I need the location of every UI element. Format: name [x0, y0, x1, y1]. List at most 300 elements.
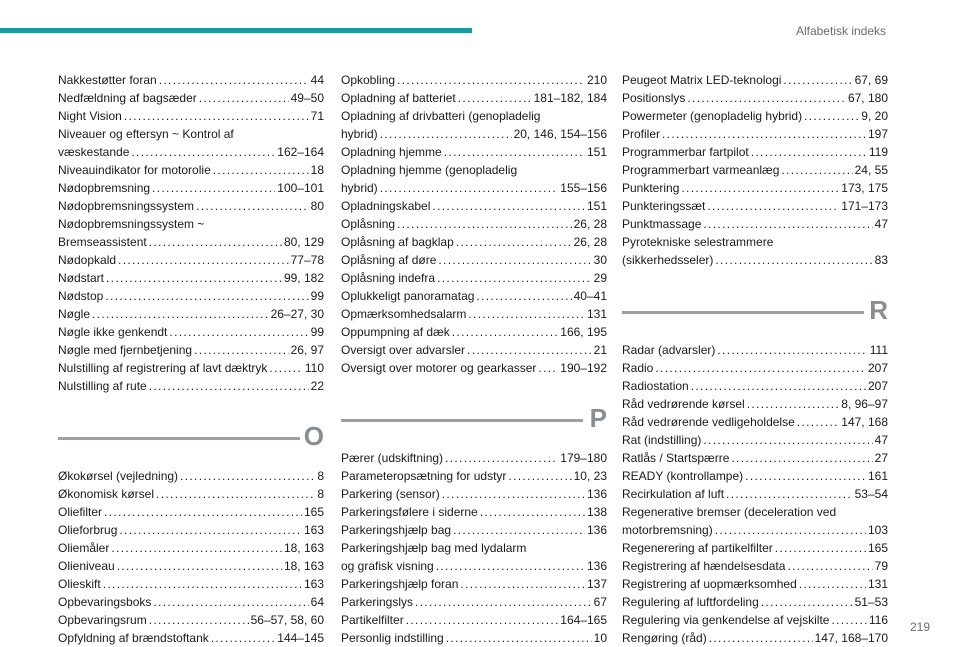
index-entry-line: [341, 107, 607, 125]
index-term: Parameteropsætning for udstyr: [341, 469, 507, 483]
dot-leader: [452, 323, 559, 341]
index-entry-line: [341, 89, 607, 107]
dot-leader: [437, 269, 592, 287]
index-page-ref: 53–54: [854, 487, 888, 501]
index-entry: [622, 125, 888, 143]
index-entry-line: [622, 575, 888, 593]
index-entry-line: [622, 359, 888, 377]
index-page-ref: 67, 69: [854, 73, 888, 87]
index-page-ref: 144–145: [277, 631, 324, 645]
index-entry: [58, 341, 324, 359]
index-entry: [341, 359, 607, 377]
index-term: Oplåsning af døre: [341, 253, 437, 267]
index-page-ref: 155–156: [560, 181, 607, 195]
index-page-ref: 131: [867, 577, 888, 591]
dot-leader: [149, 233, 282, 251]
index-entry: [341, 485, 607, 503]
index-page-ref: 71: [310, 109, 324, 123]
dot-leader: [152, 179, 275, 197]
dot-leader: [149, 611, 249, 629]
index-term: Nødopbremsningssystem: [58, 199, 195, 213]
dot-leader: [468, 305, 585, 323]
index-entry: [58, 269, 324, 287]
index-entry: [622, 593, 888, 611]
index-term: Opladningskabel: [341, 199, 431, 213]
index-entry: [622, 377, 888, 395]
index-term: (sikkerhedsseler): [622, 253, 714, 267]
dot-leader: [460, 575, 585, 593]
index-term: Råd vedrørende kørsel: [622, 397, 745, 411]
index-page-ref: 40–41: [573, 289, 607, 303]
index-page-ref: 99: [310, 325, 324, 339]
index-page-ref: 197: [867, 127, 888, 141]
dot-leader: [415, 593, 592, 611]
index-term: Parkeringslys: [341, 595, 414, 609]
index-entry-line: [341, 287, 607, 305]
index-page-ref: 100–101: [277, 181, 324, 195]
index-entry: [622, 161, 888, 179]
index-term: Olieforbrug: [58, 523, 118, 537]
index-entry-line: [58, 377, 324, 395]
index-entry: [341, 629, 607, 647]
index-entry: [58, 539, 324, 557]
index-page-ref: 111: [869, 343, 888, 357]
index-entry: [58, 575, 324, 593]
index-term: Opmærksomhedsalarm: [341, 307, 467, 321]
index-page-ref: 131: [586, 307, 607, 321]
index-term: Nedfældning af bagsæder: [58, 91, 197, 105]
dot-leader: [476, 287, 571, 305]
dot-leader: [105, 287, 308, 305]
index-page-ref: 8: [317, 487, 324, 501]
index-page-ref: 18: [310, 163, 324, 177]
dot-leader: [751, 143, 867, 161]
index-page-ref: 10, 23: [573, 469, 607, 483]
index-term: Opbevaringsboks: [58, 595, 152, 609]
index-entry: [58, 359, 324, 377]
index-entry: [58, 251, 324, 269]
dot-leader: [156, 485, 315, 503]
dot-leader: [199, 89, 289, 107]
index-page-ref: 162–164: [277, 145, 324, 159]
index-page-ref: 22: [310, 379, 324, 393]
index-page-ref: 26, 28: [573, 217, 607, 231]
index-term: Rengøring (råd): [622, 631, 707, 645]
index-entry-line: [622, 503, 888, 521]
index-page-ref: 10: [593, 631, 607, 645]
dot-leader: [799, 575, 866, 593]
index-entry-line: [622, 485, 888, 503]
index-term: READY (kontrollampe): [622, 469, 744, 483]
index-page-ref: 119: [868, 145, 888, 159]
section-rule: [341, 419, 583, 422]
dot-leader: [731, 449, 872, 467]
index-entry: [58, 179, 324, 197]
index-term: Parkering (sensor): [341, 487, 440, 501]
index-entry-line: [622, 467, 888, 485]
index-page-ref: 44: [310, 73, 324, 87]
section-divider: [622, 297, 888, 327]
index-column-1: [58, 71, 324, 647]
index-page-ref: 26, 97: [290, 343, 324, 357]
index-page-ref: 77–78: [290, 253, 324, 267]
index-page-ref: 29: [593, 271, 607, 285]
dot-leader: [103, 575, 302, 593]
index-page-ref: 83: [874, 253, 888, 267]
index-entry: [622, 467, 888, 485]
dot-leader: [703, 215, 872, 233]
index-term: Nulstilling af rute: [58, 379, 147, 393]
index-page-ref: 207: [867, 361, 888, 375]
index-entry-line: [58, 287, 324, 305]
index-term: Registrering af hændelsesdata: [622, 559, 786, 573]
index-entry-line: [58, 467, 324, 485]
index-entry-line: [341, 557, 607, 575]
index-entry-line: [622, 251, 888, 269]
dot-leader: [397, 71, 585, 89]
index-entry-line: [341, 251, 607, 269]
dot-leader: [442, 485, 585, 503]
index-entry: [622, 179, 888, 197]
index-entry-line: [341, 161, 607, 179]
index-entry: [341, 107, 607, 143]
index-entry-line: [58, 125, 324, 143]
index-page-ref: 67: [593, 595, 607, 609]
index-entry: [622, 413, 888, 431]
index-entry-line: [622, 395, 888, 413]
index-entry-line: [341, 215, 607, 233]
dot-leader: [380, 125, 512, 143]
index-page-ref: 179–180: [560, 451, 607, 465]
index-page-ref: 21: [593, 343, 607, 357]
index-entry: [58, 557, 324, 575]
index-entry: [58, 125, 324, 161]
index-entry-line: [58, 89, 324, 107]
index-term: Recirkulation af luft: [622, 487, 725, 501]
index-page-ref: 8, 96–97: [841, 397, 888, 411]
index-entry: [622, 215, 888, 233]
index-page-ref: 103: [867, 523, 888, 537]
index-page-ref: 181–182, 184: [533, 91, 607, 105]
index-term: Radar (advarsler): [622, 343, 716, 357]
index-term: Nøgle: [58, 307, 91, 321]
dot-leader: [687, 89, 846, 107]
index-page-ref: 210: [586, 73, 607, 87]
index-entry: [58, 521, 324, 539]
index-term: Registrering af uopmærksomhed: [622, 577, 797, 591]
index-entry-line: [58, 107, 324, 125]
index-entry-line: [58, 503, 324, 521]
index-entry: [622, 611, 888, 629]
index-term: Parkeringsfølere i siderne: [341, 505, 478, 519]
index-entry: [58, 377, 324, 395]
index-term: Partikelfilter: [341, 613, 404, 627]
index-entry: [341, 449, 607, 467]
index-term: Oliemåler: [58, 541, 110, 555]
index-term: Råd vedrørende vedligeholdelse: [622, 415, 795, 429]
index-entry: [622, 539, 888, 557]
index-page-ref: 136: [586, 559, 607, 573]
index-term: Parkeringshjælp bag: [341, 523, 452, 537]
index-page-ref: 9, 20: [861, 109, 888, 123]
index-entry: [341, 611, 607, 629]
index-term: Positionslys: [622, 91, 686, 105]
index-term: Punktering: [622, 181, 680, 195]
dot-leader: [681, 179, 839, 197]
index-term: Opladning hjemme (genopladelig: [341, 163, 518, 177]
index-term: Programmerbar fartpilot: [622, 145, 749, 159]
index-page-ref: 163: [303, 523, 324, 537]
dot-leader: [196, 197, 309, 215]
index-entry-line: [622, 593, 888, 611]
index-entry-line: [622, 341, 888, 359]
index-term: Niveauer og eftersyn ~ Kontrol af: [58, 127, 234, 141]
index-entry: [58, 161, 324, 179]
index-term: Oplåsning indefra: [341, 271, 436, 285]
index-entry-line: [622, 521, 888, 539]
index-entry: [58, 323, 324, 341]
index-page-ref: 51–53: [854, 595, 888, 609]
section-letter: P: [589, 403, 607, 433]
index-term: Powermeter (genopladelig hybrid): [622, 109, 803, 123]
dot-leader: [211, 629, 276, 647]
index-entry-line: [622, 107, 888, 125]
index-entry-line: [622, 431, 888, 449]
index-entry-line: [622, 143, 888, 161]
index-entry: [341, 215, 607, 233]
index-term: Opbevaringsrum: [58, 613, 147, 627]
index-entry-line: [341, 125, 607, 143]
index-term: Nakkestøtter foran: [58, 73, 157, 87]
dot-leader: [131, 143, 275, 161]
dot-leader: [397, 215, 572, 233]
index-term: Regenerative bremser (deceleration ved: [622, 505, 837, 519]
index-entry: [622, 503, 888, 539]
index-column-2: [341, 71, 607, 647]
index-entry: [622, 89, 888, 107]
dot-leader: [787, 557, 872, 575]
index-page-ref: 24, 55: [854, 163, 888, 177]
index-entry: [58, 215, 324, 251]
index-entry-line: [341, 611, 607, 629]
index-entry-line: [58, 215, 324, 233]
index-page-ref: 30: [593, 253, 607, 267]
index-entry: [622, 575, 888, 593]
index-entry-line: [58, 269, 324, 287]
dot-leader: [761, 593, 853, 611]
index-term: Oplåsning af bagklap: [341, 235, 454, 249]
index-column-3: [622, 71, 888, 647]
index-page-ref: 26–27, 30: [270, 307, 324, 321]
index-entry-line: [341, 593, 607, 611]
index-term: Regulering af luftfordeling: [622, 595, 759, 609]
index-entry-line: [622, 71, 888, 89]
index-term: hybrid): [341, 127, 378, 141]
index-page-ref: 79: [874, 559, 888, 573]
index-entry-line: [58, 179, 324, 197]
index-entry-line: [341, 179, 607, 197]
index-entry: [58, 197, 324, 215]
index-entry: [622, 449, 888, 467]
dot-leader: [715, 251, 872, 269]
index-entry-line: [58, 575, 324, 593]
dot-leader: [149, 377, 309, 395]
index-term: Oversigt over motorer og gearkasser: [341, 361, 537, 375]
index-page-ref: 163: [303, 577, 324, 591]
index-entry: [341, 503, 607, 521]
index-entry: [58, 107, 324, 125]
index-page-ref: 137: [586, 577, 607, 591]
index-term: Profiler: [622, 127, 661, 141]
index-entry-line: [341, 233, 607, 251]
index-entry: [58, 503, 324, 521]
index-entry-line: [341, 449, 607, 467]
index-page-ref: 116: [868, 613, 888, 627]
index-entry-line: [622, 89, 888, 107]
index-entry: [622, 143, 888, 161]
index-term: Opladning hjemme: [341, 145, 442, 159]
index-entry-line: [341, 341, 607, 359]
index-term: Oppumpning af dæk: [341, 325, 450, 339]
index-term: Parkeringshjælp bag med lydalarm: [341, 541, 527, 555]
index-term: Bremseassistent: [58, 235, 147, 249]
index-term: Programmerbart varmeanlæg: [622, 163, 780, 177]
index-term: Nødstart: [58, 271, 105, 285]
index-term: Olieniveau: [58, 559, 115, 573]
index-page-ref: 207: [867, 379, 888, 393]
index-entry-line: [341, 485, 607, 503]
index-page-ref: 136: [586, 523, 607, 537]
index-term: Personlig indstilling: [341, 631, 444, 645]
index-entry-line: [622, 629, 888, 647]
index-term: Opladning af batteriet: [341, 91, 456, 105]
index-term: motorbremsning): [622, 523, 713, 537]
header-accent-bar: [0, 28, 472, 33]
index-entry-line: [622, 161, 888, 179]
index-entry-line: [58, 539, 324, 557]
index-entry-line: [622, 611, 888, 629]
dot-leader: [707, 197, 839, 215]
dot-leader: [104, 503, 302, 521]
index-entry-line: [58, 557, 324, 575]
index-page-ref: 20, 146, 154–156: [513, 127, 607, 141]
dot-leader: [458, 89, 532, 107]
index-entry-line: [622, 377, 888, 395]
index-term: Peugeot Matrix LED-teknologi: [622, 73, 782, 87]
dot-leader: [456, 233, 572, 251]
dot-leader: [717, 341, 867, 359]
dot-leader: [804, 107, 859, 125]
index-entry: [341, 323, 607, 341]
index-page-ref: 173, 175: [841, 181, 888, 195]
index-entry: [341, 305, 607, 323]
index-entry: [341, 89, 607, 107]
dot-leader: [92, 305, 269, 323]
index-term: Nødopkald: [58, 253, 117, 267]
dot-leader: [480, 503, 585, 521]
index-term: Opladning af drivbatteri (genopladelig: [341, 109, 541, 123]
dot-leader: [444, 143, 585, 161]
index-term: Radio: [622, 361, 654, 375]
dot-leader: [436, 557, 585, 575]
dot-leader: [119, 521, 302, 539]
dot-leader: [831, 611, 866, 629]
dot-leader: [406, 611, 559, 629]
index-page-ref: 190–192: [560, 361, 607, 375]
index-entry: [58, 485, 324, 503]
index-entry: [58, 593, 324, 611]
index-page-ref: 136: [586, 487, 607, 501]
index-page-ref: 147, 168–170: [814, 631, 888, 645]
index-entry-line: [58, 305, 324, 323]
index-entry-line: [58, 161, 324, 179]
index-page-ref: 110: [304, 361, 324, 375]
index-term: Regulering via genkendelse af vejskilte: [622, 613, 830, 627]
index-page-ref: 8: [317, 469, 324, 483]
index-term: hybrid): [341, 181, 378, 195]
section-divider: [58, 423, 324, 453]
index-entry-line: [622, 449, 888, 467]
index-term: Parkeringshjælp foran: [341, 577, 459, 591]
index-term: Nøgle ikke genkendt: [58, 325, 168, 339]
index-page-ref: 67, 180: [847, 91, 888, 105]
index-entry: [341, 521, 607, 539]
index-entry: [341, 161, 607, 197]
index-entry-line: [622, 215, 888, 233]
dot-leader: [745, 467, 866, 485]
index-entry: [341, 287, 607, 305]
index-entry-line: [58, 71, 324, 89]
dot-leader: [124, 107, 309, 125]
index-page-ref: 165: [303, 505, 324, 519]
index-entry-line: [341, 575, 607, 593]
page-header-title: Alfabetisk indeks: [795, 24, 886, 38]
index-entry: [622, 557, 888, 575]
index-entry: [341, 197, 607, 215]
index-entry-line: [58, 197, 324, 215]
index-entry-line: [58, 233, 324, 251]
index-page-ref: 151: [586, 145, 607, 159]
index-page-ref: 47: [874, 433, 888, 447]
index-entry: [58, 467, 324, 485]
index-entry-line: [58, 521, 324, 539]
section-letter: R: [869, 295, 888, 325]
index-term: Oliefilter: [58, 505, 103, 519]
index-page-ref: 138: [586, 505, 607, 519]
dot-leader: [117, 557, 282, 575]
index-entry-line: [622, 413, 888, 431]
index-entry: [622, 107, 888, 125]
index-page-ref: 80, 129: [283, 235, 324, 249]
dot-leader: [781, 161, 852, 179]
index-entry: [58, 611, 324, 629]
dot-leader: [438, 251, 591, 269]
index-term: Pyrotekniske selestrammere: [622, 235, 774, 249]
index-entry: [622, 359, 888, 377]
index-term: Nødopbremsning: [58, 181, 151, 195]
index-entry: [622, 629, 888, 647]
section-rule: [58, 437, 300, 440]
dot-leader: [213, 161, 309, 179]
index-entry-line: [341, 359, 607, 377]
dot-leader: [106, 269, 282, 287]
index-entry: [58, 287, 324, 305]
dot-leader: [655, 359, 866, 377]
dot-leader: [709, 629, 813, 647]
index-term: væskestande: [58, 145, 130, 159]
index-entry: [58, 305, 324, 323]
page-number: 219: [909, 620, 930, 634]
